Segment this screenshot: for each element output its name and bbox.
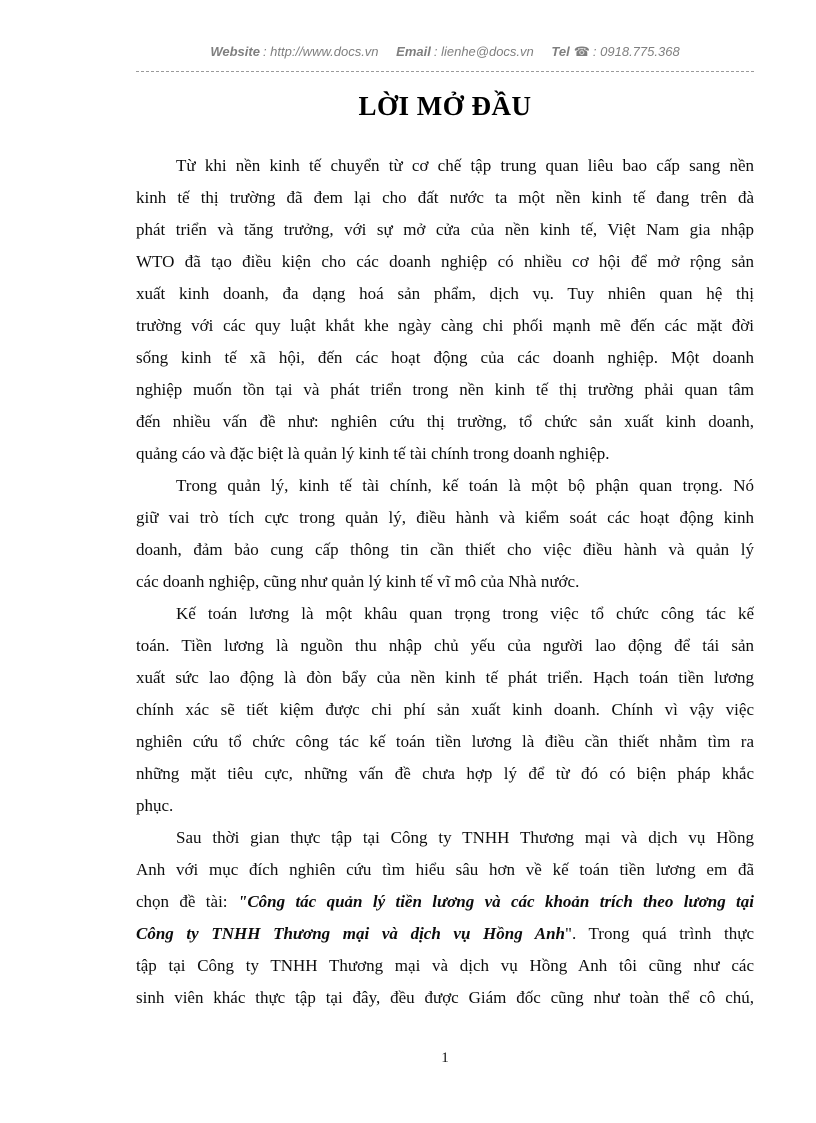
body-text: phục. [136,796,174,815]
tel-value: : 0918.775.368 [592,44,680,59]
text-line [136,886,754,918]
text-line [136,630,754,662]
paragraph [136,598,754,822]
body-text: xuất sức lao động là đòn bẩy của nền kinh tế phát triển. Hạch toán tiền lương [136,668,754,687]
body-text: phát triển và tăng trưởng, với sự mở cửa của nền kinh tế, Việt Nam gia nhập [136,220,754,239]
text-line [136,758,754,790]
body-text: Kế toán lương là một khâu quan trọng trong việc tổ chức công tác kế [176,604,754,623]
text-line [136,278,754,310]
paragraph [136,150,754,470]
emphasized-text: Công ty TNHH Thương mại và dịch vụ Hồng Anh [136,924,565,943]
text-line [136,214,754,246]
body-text: sinh viên khác thực tập tại đây, đều được Giám đốc cũng như toàn thể cô chú, [136,988,754,1007]
text-line [136,182,754,214]
text-line [136,246,754,278]
page-title: LỜI MỞ ĐẦU [358,91,532,121]
text-line [136,438,754,470]
email-value: : lienhe@docs.vn [433,44,534,59]
text-line [136,790,754,822]
emphasized-text: "Công tác quản lý tiền lương và các khoản trích theo lương tại [237,892,754,911]
text-line [136,822,754,854]
email-label: Email [396,44,431,59]
body-text: ". Trong quá trình thực [565,924,754,943]
document-body [136,150,754,1014]
page-number: 1 [441,1050,449,1066]
body-text: xuất kinh doanh, đa dạng hoá sản phẩm, dịch vụ. Tuy nhiên quan hệ thị [136,284,754,303]
body-text: chính xác sẽ tiết kiệm được chi phí sản xuất kinh doanh. Chính vì vậy việc [136,700,754,719]
body-text: nghiệp muốn tồn tại và phát triển trong nền kinh tế thị trường phải quan tâm [136,380,754,399]
text-line [136,598,754,630]
text-line [136,406,754,438]
body-text: những mặt tiêu cực, những vấn đề chưa hợp lý để từ đó có biện pháp khắc [136,764,754,783]
body-text: doanh, đảm bảo cung cấp thông tin cần thiết cho việc điều hành và quản lý [136,540,754,559]
body-text: quảng cáo và đặc biệt là quản lý kinh tế tài chính trong doanh nghiệp. [136,444,610,463]
phone-icon: ☎ [573,45,590,60]
body-text: nghiên cứu tổ chức công tác kế toán tiền lương là điều cần thiết nhằm tìm ra [136,732,754,751]
paragraph [136,822,754,1014]
text-line [136,342,754,374]
text-line [136,534,754,566]
body-text: WTO đã tạo điều kiện cho các doanh nghiệp có nhiều cơ hội để mở rộng sản [136,252,754,271]
text-line [136,310,754,342]
body-text: tập tại Công ty TNHH Thương mại và dịch vụ Hồng Anh tôi cũng như các [136,956,754,975]
text-line [136,566,754,598]
body-text: Trong quản lý, kinh tế tài chính, kế toán là một bộ phận quan trọng. Nó [176,476,754,495]
body-text: Từ khi nền kinh tế chuyển từ cơ chế tập trung quan liêu bao cấp sang nền [176,156,754,175]
text-line [136,150,754,182]
paragraph [136,470,754,598]
body-text: Anh với mục đích nghiên cứu tìm hiểu sâu hơn về kế toán tiền lương em đã [136,860,754,879]
page-header [136,44,754,72]
text-line [136,918,754,950]
body-text: sống kinh tế xã hội, đến các hoạt động của các doanh nghiệp. Một doanh [136,348,754,367]
text-line [136,374,754,406]
text-line [136,854,754,886]
body-text: giữ vai trò tích cực trong quản lý, điều hành và kiểm soát các hoạt động kinh [136,508,754,527]
body-text: toán. Tiền lương là nguồn thu nhập chủ yếu của người lao động để tái sản [136,636,754,655]
body-text: đến nhiều vấn đề như: nghiên cứu thị trường, tổ chức sản xuất kinh doanh, [136,412,754,431]
body-text: trường với các quy luật khắt khe ngày càng chi phối mạnh mẽ đến các mặt đời [136,316,754,335]
body-text: Sau thời gian thực tập tại Công ty TNHH Thương mại và dịch vụ Hồng [176,828,754,847]
body-text: chọn đề tài: [136,892,238,911]
text-line [136,726,754,758]
body-text: kinh tế thị trường đã đem lại cho đất nước ta một nền kinh tế đang trên đà [136,188,754,207]
text-line [136,470,754,502]
website-value: : http://www.docs.vn [262,44,379,59]
text-line [136,950,754,982]
website-label: Website [210,44,260,59]
text-line [136,662,754,694]
body-text: các doanh nghiệp, cũng như quản lý kinh tế vĩ mô của Nhà nước. [136,572,580,591]
text-line [136,502,754,534]
text-line [136,694,754,726]
tel-label: Tel [551,44,570,59]
text-line [136,982,754,1014]
